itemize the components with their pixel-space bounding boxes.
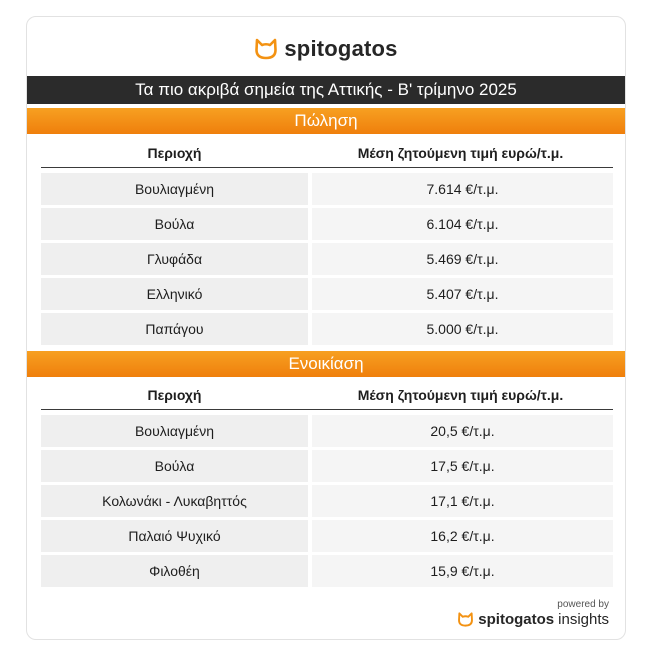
price-cell: 5.000 €/τ.μ. [312,313,613,345]
price-cell: 6.104 €/τ.μ. [312,208,613,240]
table-row [41,450,613,482]
insights-brand: spitogatos [478,611,555,628]
sale-col-price: Μέση ζητούμενη τιμή ευρώ/τ.μ. [357,145,564,161]
table-row [41,520,613,552]
area-cell: Παπάγου [41,313,308,345]
table-row [41,173,613,205]
area-cell: Βούλα [41,450,308,482]
price-cell: 7.614 €/τ.μ. [312,173,613,205]
infographic-card [26,16,626,640]
cat-icon [254,38,278,60]
area-cell: Βούλα [41,208,308,240]
page-title: Τα πιο ακριβά σημεία της Αττικής - Β' τρίμηνο 2025 [27,76,625,104]
sale-table-header [41,141,613,168]
cat-icon [457,612,474,627]
area-cell: Βουλιαγμένη [41,173,308,205]
rent-col-price: Μέση ζητούμενη τιμή ευρώ/τ.μ. [357,387,564,403]
logo-wordmark: spitogatos [284,36,398,61]
insights-suffix: insights [558,611,609,628]
price-cell: 5.407 €/τ.μ. [312,278,613,310]
sale-section-heading: Πώληση [27,108,625,134]
area-cell: Παλαιό Ψυχικό [41,520,308,552]
price-cell: 15,9 €/τ.μ. [312,555,613,587]
table-row [41,415,613,447]
table-row [41,243,613,275]
table-row [41,208,613,240]
table-row [41,555,613,587]
area-cell: Βουλιαγμένη [41,415,308,447]
table-row [41,485,613,517]
insights-logo [457,611,609,628]
spitogatos-logo [27,34,625,64]
area-cell: Γλυφάδα [41,243,308,275]
rent-section-heading: Ενοικίαση [27,351,625,377]
area-cell: Φιλοθέη [41,555,308,587]
table-row [41,278,613,310]
area-cell: Κολωνάκι - Λυκαβηττός [41,485,308,517]
area-cell: Ελληνικό [41,278,308,310]
powered-by-label: powered by [557,599,609,610]
powered-by-footer [457,599,609,628]
rent-table-header [41,383,613,410]
price-cell: 17,5 €/τ.μ. [312,450,613,482]
price-cell: 16,2 €/τ.μ. [312,520,613,552]
price-cell: 20,5 €/τ.μ. [312,415,613,447]
price-cell: 17,1 €/τ.μ. [312,485,613,517]
price-cell: 5.469 €/τ.μ. [312,243,613,275]
table-row [41,313,613,345]
sale-col-area: Περιοχή [147,145,202,161]
rent-col-area: Περιοχή [147,387,202,403]
